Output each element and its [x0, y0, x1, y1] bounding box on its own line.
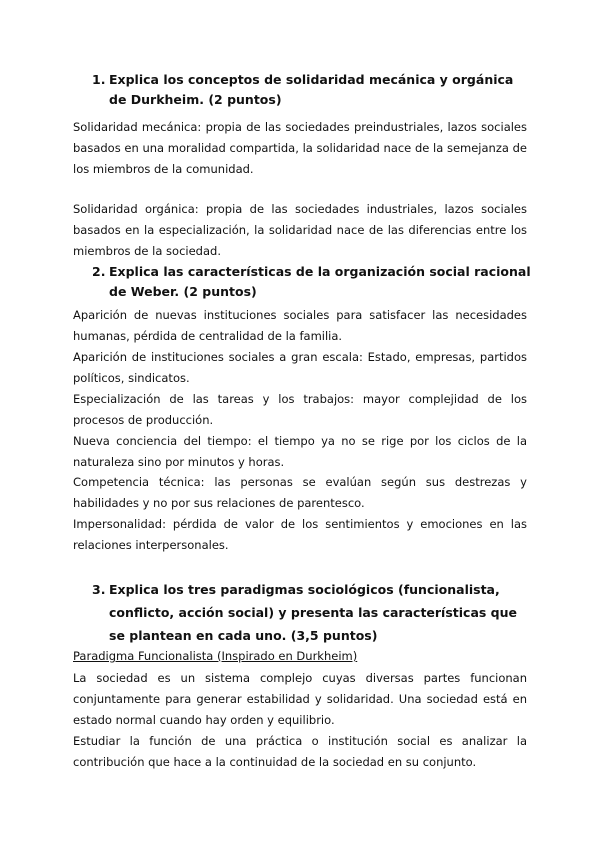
q3-paragraph-2: Estudiar la función de una práctica o institución social es analizar la contribución que hace a la continuidad de la sociedad en su conjunto. [73, 734, 527, 769]
q2-paragraph-1: Aparición de nuevas instituciones sociales para satisfacer las necesidades humanas, pérdida de centralidad de la familia. [73, 308, 527, 343]
q2-paragraph-2: Aparición de instituciones sociales a gran escala: Estado, empresas, partidos políticos, sindicatos. [73, 350, 527, 385]
question-1-number: 1. [92, 72, 106, 87]
question-3-title: Explica los tres paradigmas sociológicos (funcionalista, conflicto, acción social) y presenta las características que se plantean en cada uno. (3,5 puntos) [109, 582, 518, 643]
question-1-title: Explica los conceptos de solidaridad mecánica y orgánica de Durkheim. (2 puntos) [109, 72, 514, 107]
q1-paragraph-mechanical: Solidaridad mecánica: propia de las sociedades preindustriales, lazos sociales basados en una moralidad compartida, la solidaridad nace de la semejanza de los miembros de la comunidad. [73, 120, 527, 176]
q2-paragraph-6: Impersonalidad: pérdida de valor de los sentimientos y emociones en las relaciones interpersonales. [73, 517, 527, 552]
question-2-heading [92, 262, 532, 302]
q3-paragraph-1: La sociedad es un sistema complejo cuyas diversas partes funcionan conjuntamente para generar estabilidad y solidaridad. Una sociedad está en estado normal cuando hay orden y equilibrio. [73, 671, 527, 727]
question-2-title: Explica las características de la organización social racional de Weber. (2 puntos) [109, 264, 531, 299]
question-3-heading [92, 578, 532, 647]
question-1-heading [92, 70, 532, 110]
q1-paragraph-organic: Solidaridad orgánica: propia de las sociedades industriales, lazos sociales basados en la especialización, la solidaridad nace de las diferencias entre los miembros de la sociedad. [73, 202, 527, 258]
question-3-number: 3. [92, 582, 106, 597]
q3-subheading-funcionalista: Paradigma Funcionalista (Inspirado en Durkheim) [73, 649, 358, 663]
q2-paragraph-4: Nueva conciencia del tiempo: el tiempo ya no se rige por los ciclos de la naturaleza sino por minutos y horas. [73, 434, 527, 469]
q2-paragraph-3: Especialización de las tareas y los trabajos: mayor complejidad de los procesos de producción. [73, 392, 527, 427]
q2-paragraph-5: Competencia técnica: las personas se evalúan según sus destrezas y habilidades y no por sus relaciones de parentesco. [73, 475, 527, 510]
question-2-number: 2. [92, 264, 106, 279]
